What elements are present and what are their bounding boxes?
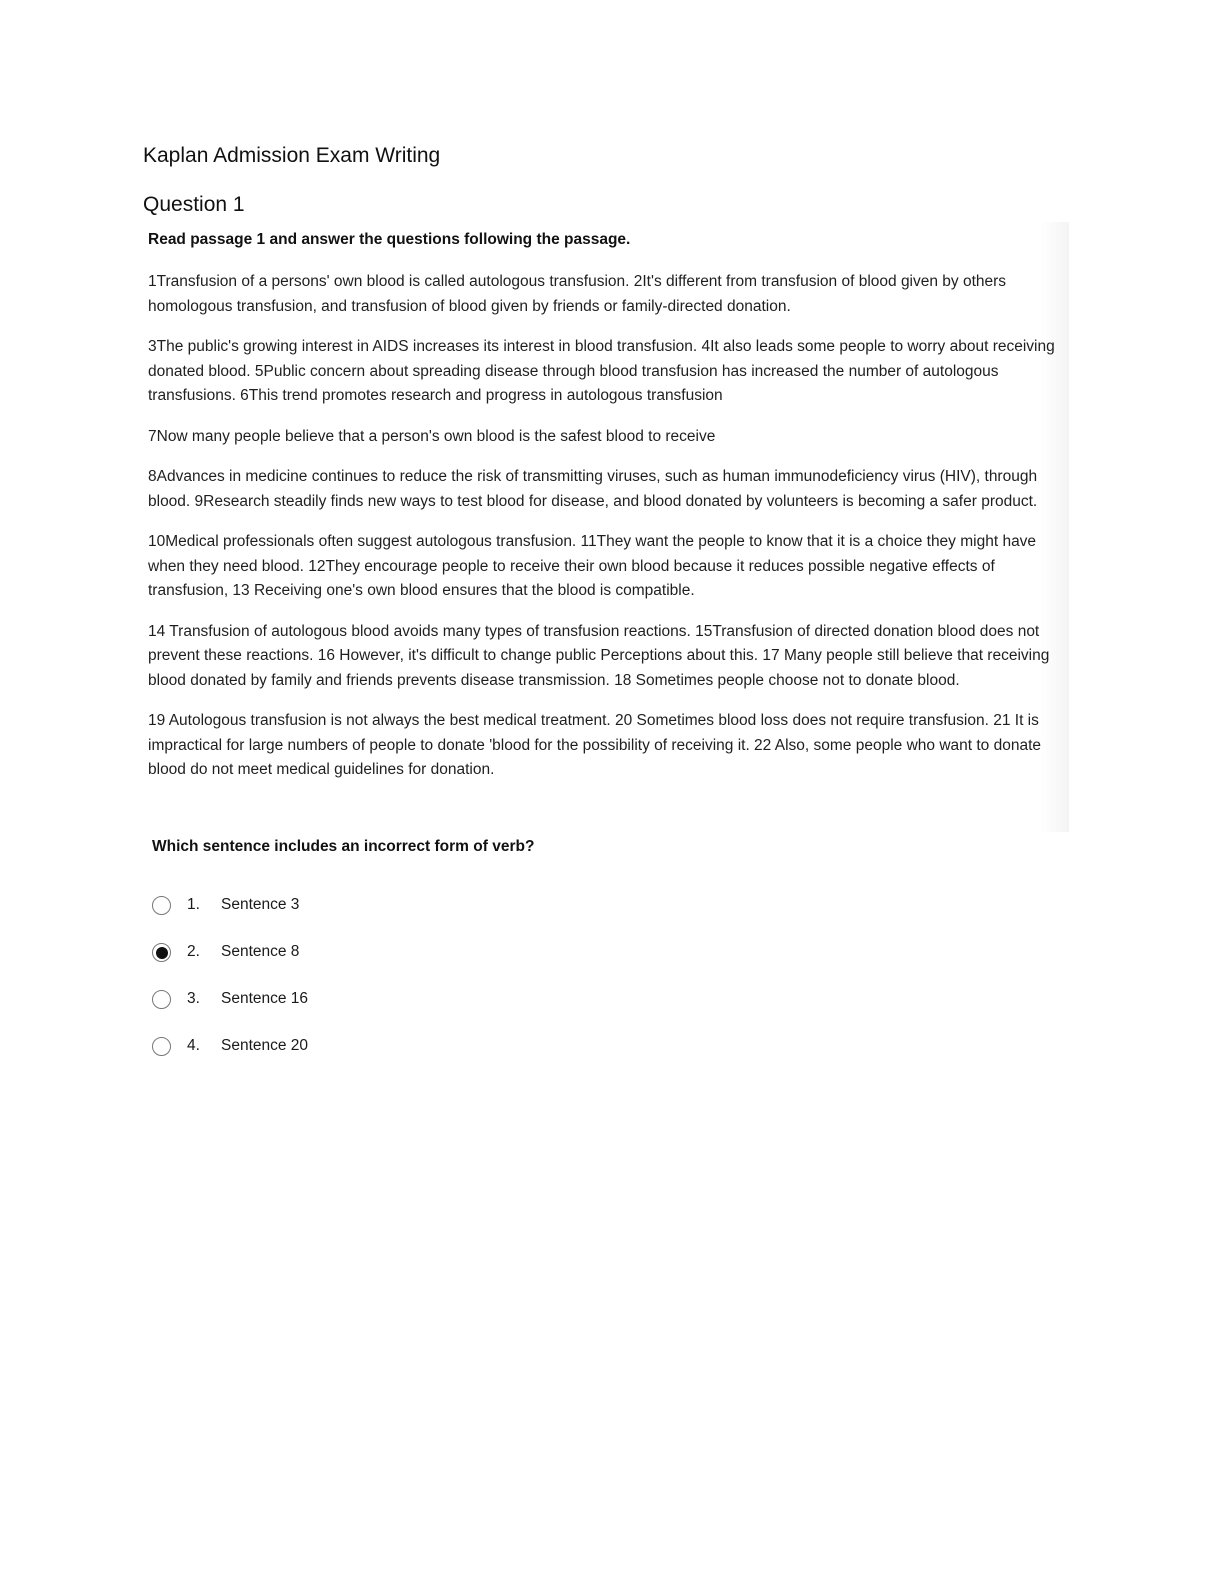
passage-paragraph-7: 19 Autologous transfusion is not always the best medical treatment. 20 Sometimes blood loss does not require transfusion. 21 It is impractical for large numbers of people to donate 'blood for the possibility of receiving it. 22 Also, some people who want to donate blood do not meet medical guidelines for donation. bbox=[148, 712, 1042, 778]
passage-paragraph-5: 10Medical professionals often suggest autologous transfusion. 11They want the people to know that it is a choice they might have when they need blood. 12They encourage people to receive their own blood because it reduces possible negative effects of transfusion, 13 Receiving one's own blood ensures that the blood is compatible. bbox=[148, 533, 1037, 599]
question-prompt: Which sentence includes an incorrect form of verb? bbox=[152, 838, 535, 855]
option-label: Sentence 16 bbox=[221, 990, 309, 1007]
passage-paragraph-6: 14 Transfusion of autologous blood avoids many types of transfusion reactions. 15Transfusion of directed donation blood does not prevent these reactions. 16 However, it's difficult to change public Perceptions about this. 17 Many people still believe that receiving blood donated by family and friends prevents disease transmission. 18 Sometimes people choose not to donate blood. bbox=[148, 622, 1050, 689]
document-title: Kaplan Admission Exam Writing bbox=[143, 144, 441, 167]
radio-button-2[interactable] bbox=[152, 943, 171, 962]
passage-paragraph-3: 7Now many people believe that a person's own blood is the safest blood to receive bbox=[148, 427, 716, 445]
question-title: Question 1 bbox=[143, 193, 245, 216]
radio-button-3[interactable] bbox=[152, 990, 171, 1009]
passage-text bbox=[148, 270, 1063, 799]
radio-button-4[interactable] bbox=[152, 1037, 171, 1056]
answer-option-1[interactable] bbox=[152, 894, 652, 941]
passage-paragraph-1: 1Transfusion of a persons' own blood is called autologous transfusion. 2It's different from transfusion of blood given by others homologous transfusion, and transfusion of blood given by friends or family-directed donation. bbox=[148, 273, 1007, 315]
radio-button-1[interactable] bbox=[152, 896, 171, 915]
option-number: 3. bbox=[187, 990, 200, 1007]
passage-paragraph-2: 3The public's growing interest in AIDS increases its interest in blood transfusion. 4It also leads some people to worry about receiving donated blood. 5Public concern about spreading disease through blood transfusion has increased the number of autologous transfusions. 6This trend promotes research and progress in autologous transfusion bbox=[148, 338, 1055, 404]
passage-paragraph-4: 8Advances in medicine continues to reduce the risk of transmitting viruses, such as human immunodeficiency virus (HIV), through blood. 9Research steadily finds new ways to test blood for disease, and blood donated by volunteers is becoming a safer product. bbox=[148, 468, 1038, 510]
option-label: Sentence 3 bbox=[221, 896, 300, 913]
option-number: 1. bbox=[187, 896, 200, 913]
answer-option-3[interactable] bbox=[152, 988, 652, 1035]
option-number: 2. bbox=[187, 943, 200, 960]
passage-instruction: Read passage 1 and answer the questions following the passage. bbox=[148, 231, 631, 248]
option-number: 4. bbox=[187, 1037, 200, 1054]
answer-options bbox=[152, 894, 652, 1082]
option-label: Sentence 20 bbox=[221, 1037, 309, 1054]
answer-option-4[interactable] bbox=[152, 1035, 652, 1082]
option-label: Sentence 8 bbox=[221, 943, 300, 960]
answer-option-2[interactable] bbox=[152, 941, 652, 988]
